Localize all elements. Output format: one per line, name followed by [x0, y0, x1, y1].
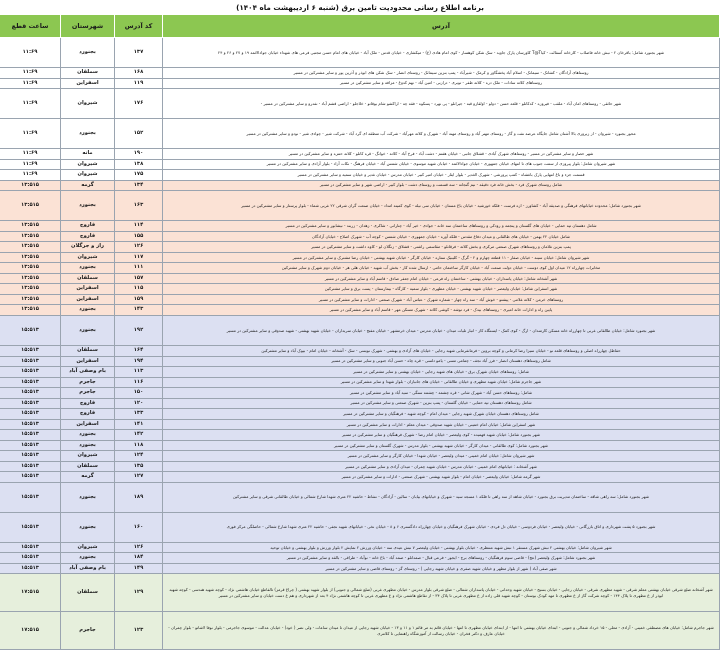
table-row — [0, 419, 720, 430]
table-row — [0, 574, 720, 612]
cell-outage-time: ۱۵:۵۱۳ — [0, 451, 61, 462]
cell-address: شامل دهستان تپه حمایی - خیابان های گلستان و پنجمه و رودکی و روستاهای ساختمان سه خانه - جوادی - خیر آباد - چنارانی - شاکری - زهدان - زربند - نیشابور و سایر مشترکین در مسیر — [163, 221, 720, 232]
cell-address: شامل روستای شهرک فرد - بخش خانه فرد دقیقه - نیم گنجانه - سه قسمت و روستای دشت - بلوار کبیر - اراضی شهر و سایر مشترکین در مسیر — [163, 180, 720, 191]
cell-city: سملقان — [61, 345, 115, 356]
cell-outage-time: ۱۳:۵۱۵ — [0, 305, 61, 316]
cell-outage-time: ۱۵:۵۱۳ — [0, 461, 61, 472]
cell-address-code: ۱۳۵ — [115, 461, 163, 472]
cell-address: شامل خیابان ۲۲ بهمن - خیابان های طالقانی و میدان دفاع مقدس - فلکه آوره - خیابان جمهوری - خیابان شمس - کوچه آب - شهرک اصلاح - خیابان آزادگان — [163, 231, 720, 242]
table-row — [0, 440, 720, 451]
cell-address-code: ۱۶۰ — [115, 512, 163, 542]
table-row — [0, 482, 720, 512]
table-row — [0, 252, 720, 263]
cell-outage-time: ۱۳:۵۱۵ — [0, 263, 61, 274]
cell-address-code: ۱۱۸ — [115, 440, 163, 451]
table-row — [0, 263, 720, 274]
cell-city: فاروج — [61, 398, 115, 409]
cell-outage-time: ۱۱:۶۹ — [0, 149, 61, 160]
table-row — [0, 68, 720, 79]
cell-address: شهر شیروان شامل: خیابان سینه - خیابان صفار - ۱۱ قطعه چهارم و ۲ - گرگ - کلینیک ستاره - خیابان کارگر - خیابان شهید بهشتی - خیابان رضا مشترک و سایر مشترکین در مسیر — [163, 252, 720, 263]
cell-address: شامل: روستاهای خیابان شهرک برق - خیابان های شهید رجایی - خیابان بهشتی و سایر مشترکین در مسیر — [163, 367, 720, 378]
cell-outage-time: ۱۱:۶۹ — [0, 170, 61, 181]
cell-address: شامل روستاهای دهستان تپه حمایی - خیابان گلستان - پمپ بنزین - شهرک صنعتی و سایر مشترکین در مسیر — [163, 398, 720, 409]
cell-address: شامل روستاهای دهستان انصار - فرز آباد نجف - چمامی مسی - یامو دلسی - قره چاه - حسن آباد جنوبی و سایر مشترکین در مسیر — [163, 356, 720, 367]
column-header-address: آدرس — [163, 15, 720, 38]
table-row — [0, 345, 720, 356]
cell-outage-time: ۱۵:۵۱۳ — [0, 430, 61, 441]
table-row — [0, 38, 720, 68]
cell-city: بجنورد — [61, 512, 115, 542]
cell-address: شهر شیروان شامل: خیابان امام خمینی - میدان ولیعصر - خیابان شهدا - خیابان کارگر و سایر مشترکین در مسیر — [163, 451, 720, 462]
cell-address-code: ۱۲۹ — [115, 574, 163, 612]
cell-outage-time: ۱۳:۵۱۵ — [0, 252, 61, 263]
cell-city: بام وصفی آباد — [61, 367, 115, 378]
cell-address: شهر بجنورد شامل: باقرخان ۲ - نبش خانه فاضلاب - کارخانه آسفالت - کیاT@T کاورسان پارک جاوید - سک شکن کوهسار - کوی امام هادی (ع) - میکشاری - خیابان قدس - ملک آباد - خیابان های امام حسن مجتبی فرعی های شهداء خیابان جوادالائمه ۱۹ و ۲۷ و ۲۶ و ۲۴ — [163, 38, 720, 68]
table-row — [0, 89, 720, 119]
cell-city: راز و جرگلان — [61, 242, 115, 253]
cell-address-code: ۱۴۳ — [115, 305, 163, 316]
cell-address-code: ۱۴۹ — [115, 563, 163, 574]
cell-address-code: ۱۱۷ — [115, 252, 163, 263]
page-title: برنامه اطلاع رسانی محدودیت تامین برق (شنبه ۶ اردیبهشت ماه ۱۴۰۴) — [236, 2, 484, 12]
cell-outage-time: ۱۳:۵۱۵ — [0, 294, 61, 305]
cell-city: شیروان — [61, 159, 115, 170]
table-row — [0, 563, 720, 574]
table-row — [0, 149, 720, 160]
cell-city: فاروج — [61, 409, 115, 420]
cell-address-code: ۱۲۴ — [115, 451, 163, 462]
cell-outage-time: ۱۷:۵۱۵ — [0, 574, 61, 612]
cell-outage-time: ۱۱:۶۹ — [0, 119, 61, 149]
cell-address-code: ۱۶۳ — [115, 191, 163, 221]
cell-city: بام وصفی آباد — [61, 563, 115, 574]
cell-address-code: ۱۱۱ — [115, 263, 163, 274]
cell-address: روستاهای آزادگان - کشانک - سیمانک - اسلام آباد پخشگاور و کرمک - شیرآباد - پمپ بنزین سیمانک - روستای انصار - سک شکن های ابوذر و آذرین پور و سایر مشترکین در مسیر — [163, 68, 720, 79]
cell-address-code: ۱۴۲ — [115, 430, 163, 441]
cell-address: شهر گرمه شامل: خیابان ولیعصر - خیابان امام - بلوار شهید بهشتی - شهرک صنعتی - ادارات و سایر مشترکین در مسیر — [163, 472, 720, 483]
cell-address: شهر بجنورد شامل: شهرک ولیعصر (عج) - قاضی سوم فرهنگیان - روستاهای برج - ایجور - فرعی قبال - صمدانلو - صمد آباد - باغ خانه - نوآباد - طراقی - بالقه و سایر مشترکین در مسیر — [163, 553, 720, 564]
cell-outage-time: ۱۵:۵۱۳ — [0, 388, 61, 399]
cell-outage-time: ۱۱:۶۹ — [0, 78, 61, 89]
cell-outage-time: ۱۷:۵۱۵ — [0, 612, 61, 650]
cell-address: شهر صفی آباد ( شهر از بلوار مطهر و خیابان شهید صفری و خیابان شهید رجایی ) - روستای گز - روستای قاضی و سایر مشترکین در مسیر — [163, 563, 720, 574]
cell-city: اسفراین — [61, 419, 115, 430]
table-header — [0, 15, 720, 38]
cell-address-code: ۱۵۲ — [115, 119, 163, 149]
cell-outage-time: ۱۵:۵۱۳ — [0, 563, 61, 574]
cell-outage-time: ۱۳:۵۱۵ — [0, 284, 61, 295]
cell-city: بجنورد — [61, 263, 115, 274]
cell-outage-time: ۱۵:۵۱۳ — [0, 398, 61, 409]
cell-outage-time: ۱۵:۵۱۳ — [0, 419, 61, 430]
cell-address-code: ۱۳۸ — [115, 159, 163, 170]
cell-city: جاجرم — [61, 612, 115, 650]
cell-city: شیروان — [61, 542, 115, 553]
column-header-outage-time: ساعت قطع — [0, 15, 61, 38]
cell-city: جاجرم — [61, 377, 115, 388]
cell-city: بجنورد — [61, 38, 115, 68]
cell-address: شهر بجنورد شامل: خیابان طالقانی غربی تا چهارراه خانه مسکن کارمندان - ارگ - کوی کمک - ایستگاه کاز - انبار تلیات میدان - خیابان مدرس - میدان خرمشهر - خیابان مفتح - خیابان سربداران - خیابان شهید بهشتی - شهید صدوقی و سایر مشترکین در مسیر — [163, 315, 720, 345]
cell-address: شهر شیروان شامل: بلوار پیروزی از سمت جنوب های تا انتهای خیابان جمهوری - خیابان جوادالائمه - خیابان شهید موسوی - خیابان شمس آباد - خیابان فرهنگ - نکات آزاد - بلوار آزادی و سایر مشترکین در مسیر — [163, 159, 720, 170]
cell-address: شهر اسفراین شامل: خیابان امام خمینی - خیابان شهید صدوقی - میدان معلم - ادارات و سایر مشترکین در مسیر — [163, 419, 720, 430]
cell-address-code: ۱۹۲ — [115, 315, 163, 345]
outage-schedule-table — [0, 14, 720, 650]
cell-address: روستاهای کلاته سادات - ملک دره - کلاته ظفر - توبری - درازبی - امین آباد - نهم کدوغ - مزافه و سایر مشترکین در مسیر — [163, 78, 720, 89]
cell-address: شامل روستاهای دهستان خیابان شهرک شهید رجایی - میدان امام - کوچه شهید - فرهنگیان و سایر مشترکین در مسیر — [163, 409, 720, 420]
table-row — [0, 430, 720, 441]
cell-address: پمپ بنزین غلامان و روستاهای شهرک صنعتی مرکزی و بخش کلاته - فرقانلو - مقاسمی راشتی - قشلاق - زنگلان لو - کاوه داشت و سایر مشترکین در مسیر — [163, 242, 720, 253]
cell-city: جاجرم — [61, 388, 115, 399]
cell-outage-time: ۱۵:۵۱۳ — [0, 367, 61, 378]
cell-city: بجنورد — [61, 553, 115, 564]
cell-address-code: ۱۲۰ — [115, 398, 163, 409]
cell-address: شهر بجنورد شامل: سه راهی شاقه - ساختمان مدیریت برق بجنورد - خیابان شاهد از سه راهی تا فلکه ۱ مسجد سید - شهرک و خیابانهای بیابان - سالین - آزادگان - نشاط - حاشیه ۲۲ متری شهدا شارع شمالی و خیابان طالقانی شرقی و سایر مشترکین — [163, 482, 720, 512]
table-row — [0, 221, 720, 232]
table-row — [0, 367, 720, 378]
table-row — [0, 273, 720, 284]
cell-city: فاروج — [61, 221, 115, 232]
cell-address-code: ۱۵۵ — [115, 231, 163, 242]
cell-outage-time: ۱۳:۵۱۵ — [0, 191, 61, 221]
table-row — [0, 170, 720, 181]
cell-address: شهر بجنورد شامل: کوی طالقانی - میدان کارگر - خیابان شهید بهشتی - بلوار مدرس - شهرک گلستان و سایر مشترکین در مسیر — [163, 440, 720, 451]
cell-outage-time: ۱۵:۵۱۳ — [0, 356, 61, 367]
cell-outage-time: ۱۳:۵۱۵ — [0, 273, 61, 284]
cell-address: مخابرات چهارراه ۱۲ میدان اول کوی دوست - خیابان دولت صنعت آباد - خیابان کارگر ساختمان حامی - ارسال شده کار - بخش آب شهید - خیابان هلی هر - خیابان دوم شهرک و سایر مشترکین — [163, 263, 720, 274]
column-header-city: شهرستان — [61, 15, 115, 38]
cell-address: روستاهای خرمن - کلاته غلامی - پیشتو - خوش آباد - سه راه چهار - شماره شهرک - عباس آباد - شهرک صنعتی - ادارات و سایر مشترکین در مسیر — [163, 294, 720, 305]
cell-city: سملقان — [61, 574, 115, 612]
cell-city: اسفراین — [61, 78, 115, 89]
cell-outage-time: ۱۱:۶۹ — [0, 159, 61, 170]
cell-address-code: ۱۷۵ — [115, 170, 163, 181]
table-row — [0, 305, 720, 316]
cell-address: شهر بجنورد شامل: محدوده خیابانهای فرهنگی و صدیقه آباد - کشاورز - ازه فرست - فلکه خورشید - خیابان باغ مستان - خیابان سی نیله - کوی کمیته امداد - خیابان صنعت گران شرقی ۲۲ غربی شماء - بلوار پرستار و سایر مشترکین در مسیر — [163, 191, 720, 221]
table-row — [0, 315, 720, 345]
table-row — [0, 191, 720, 221]
cell-city: سملقان — [61, 273, 115, 284]
cell-address: قسمت جزء و باغ انتهایی پارک باغشاه - کمپ پرورشی - شهرک الغدیر - بلوار ایثار - خیابان امیر کبیر - خیابان مدرس - خیابان غدیر و خیابان سمیه و سایر مشترکین در مسیر — [163, 170, 720, 181]
table-row — [0, 294, 720, 305]
document-title-bar — [0, 0, 720, 14]
cell-address-code: ۱۹۴ — [115, 356, 163, 367]
table-row — [0, 409, 720, 420]
cell-address-code: ۱۳۷ — [115, 38, 163, 68]
cell-outage-time: ۱۵:۵۱۳ — [0, 315, 61, 345]
cell-outage-time: ۱۵:۵۱۳ — [0, 512, 61, 542]
cell-address: شهر بجنورد شامل: خیابان شهید فهمیده - کوی ولیعصر - خیابان امام رضا - شهرک فرهنگیان و سایر مشترکین در مسیر — [163, 430, 720, 441]
cell-city: گرمه — [61, 472, 115, 483]
cell-address: شهر آشخانه : خیابانهای امام خمینی - خیابان مدرس - خیابان شهید چمران - میدان آزادی و سایر مشترکین در مسیر — [163, 461, 720, 472]
cell-city: شیروان — [61, 89, 115, 119]
cell-city: گرمه — [61, 180, 115, 191]
table-row — [0, 512, 720, 542]
cell-city: بجنورد — [61, 440, 115, 451]
table-row — [0, 242, 720, 253]
cell-address-code: ۱۲۳ — [115, 612, 163, 650]
table-body — [0, 38, 720, 650]
cell-city: شیروان — [61, 451, 115, 462]
cell-address-code: ۱۸۹ — [115, 482, 163, 512]
cell-outage-time: ۱۵:۵۱۳ — [0, 482, 61, 512]
cell-address-code: ۱۴۱ — [115, 419, 163, 430]
cell-address-code: ۱۱۳ — [115, 367, 163, 378]
cell-city: سملقان — [61, 461, 115, 472]
table-row — [0, 451, 720, 462]
cell-city: بجنورد — [61, 191, 115, 221]
cell-address-code: ۱۷۶ — [115, 89, 163, 119]
cell-address: شهر حصار و سایر مشترکین در مسیر - روستاهای شهرک آبادی - قشلاق جانبی - خیابان هفتم - دشت آباد - فرخ آباد - کلاته - خوانگ - قره کانلو - کلاته حمزه و سایر مشترکین در مسیر — [163, 149, 720, 160]
table-row — [0, 159, 720, 170]
table-row — [0, 284, 720, 295]
cell-outage-time: ۱۳:۵۱۵ — [0, 242, 61, 253]
cell-address: شهر بجنورد ۵ پشت شهرداری و اتاق بازرگانی - خیابان ولیعصر - خیابان فردوسی - خیابان دل فردی - خیابان شهرک فرهنگیان و خیابان چهارراه دادگستری ۶ و ۸ - خیابان نخی - خیابانهای شهید نجفی - حاشیه ۲۲ متری شهدا شارع شمالی - حاصلگی مرکز فوری — [163, 512, 720, 542]
cell-city: شیروان — [61, 252, 115, 263]
cell-address-code: ۱۱۴ — [115, 221, 163, 232]
cell-city: شیروان — [61, 170, 115, 181]
cell-city: اسفراین — [61, 294, 115, 305]
cell-address-code: ۱۶۴ — [115, 345, 163, 356]
cell-address: حفاظل چهارراه اصلی و روستاهای قلعه نو - خیابان سیزا رضا کرمانی و کوچه بروین - فرمانفرمایی شهید رجایی - خیابان های آزادی و بهشتی - شهرک نویسی - سک - آشخانه - خیابان امام - بیوک آباد و سایر مشترکین — [163, 345, 720, 356]
cell-city: بجنورد — [61, 430, 115, 441]
cell-outage-time: ۱۵:۵۱۳ — [0, 553, 61, 564]
table-row — [0, 553, 720, 564]
cell-outage-time: ۱۳:۵۱۵ — [0, 180, 61, 191]
cell-address-code: ۱۱۶ — [115, 377, 163, 388]
cell-address: شهر جاجرم شامل: خیابان شهید مطهری و خیابان طالقانی - خیابان های جانبازان - بلوار شهدا و سایر مشترکین در مسیر — [163, 377, 720, 388]
cell-address-code: ۱۱۹ — [115, 78, 163, 89]
table-row — [0, 398, 720, 409]
cell-outage-time: ۱۵:۵۱۳ — [0, 409, 61, 420]
table-row — [0, 542, 720, 553]
cell-city: اسفراین — [61, 356, 115, 367]
cell-address: شهر شیروان شامل: خیابان بهشتی ۲ نبش شهرک مستقر ۱ نبش شهید منتظری - خیابان بلوار بهشتی - خیابان ولیعصر ۷ نبش عیدی سه - خیابان ورزش ۲ نمایش ۲ بلوار ورزش و بلوار بهشتی و خیابان توحید — [163, 542, 720, 553]
cell-city: بجنورد — [61, 482, 115, 512]
cell-address-code: ۱۳۳ — [115, 409, 163, 420]
cell-outage-time: ۱۱:۶۹ — [0, 68, 61, 79]
table-row — [0, 612, 720, 650]
cell-address: شامل: روستاهای حسن آباد - شهرک شانی - قره چشمه - چشمه سنگی - سید آباد و سایر مشترکین در مسیر — [163, 388, 720, 399]
cell-address-code: ۱۲۶ — [115, 242, 163, 253]
cell-outage-time: ۱۵:۵۱۳ — [0, 440, 61, 451]
cell-city: بجنورد — [61, 119, 115, 149]
cell-address-code: ۱۵۷ — [115, 273, 163, 284]
cell-address: شهر آشخانه ضلع شرقی خیابان بهشتی معلم شرقی - شهید مطهری شرقی - خیابان رجایی - خیابان بسیج - خیابان شهید وحدانی - خیابان پاسداران شمالی - ضلع شرقی بلوار مدرس - خیابان مطهری غربی (ضلع شمالی و جنوبی) از بلوار شهید بهشتی ( چراغ قرمز) تالفاطع خیابان هاشمی نژاد - کوچه شهید هندسی - کوچه شهید ابوذر از ع مطهری تا پلاک ۱۴۴ - کوچه شرکت گاز از ع مطهری تا مهد کودک بوستان - کوچه شهید قلی زاده از ع مطهری غربی تا پلاک ۳۴ - از تقاطع هاشمی نژاد و ع مطهری غربی تا کوچه هاشمی نژاد ۴ بعد از شهرداری و هم ع دست خیابان و سایر مشترکین در مسیر — [163, 574, 720, 612]
cell-city: اسفراین — [61, 284, 115, 295]
cell-outage-time: ۱۳:۵۱۵ — [0, 231, 61, 242]
cell-city: فاروج — [61, 231, 115, 242]
cell-city: مانه — [61, 149, 115, 160]
cell-address-code: ۱۹۰ — [115, 149, 163, 160]
cell-city: سملقان — [61, 68, 115, 79]
table-row — [0, 461, 720, 472]
table-header-row — [0, 15, 720, 38]
cell-outage-time: ۱۵:۵۱۳ — [0, 377, 61, 388]
table-row — [0, 180, 720, 191]
cell-address: شهر آشخانه شامل: خیابان پاسداران - خیابان بهشتی - ساختمان راه فرعی - خیابان امام جعفر صادق - قاسم آباد و سایر مشترکین در مسیر — [163, 273, 720, 284]
cell-address-code: ۱۵۰ — [115, 388, 163, 399]
cell-address: شهر اسفراین شامل: خیابان ولیعصر - خیابان شهید بهشتی - خیابان مطهری - بلوار سمیه - کارگاه - بیمارستان - پست برق و سایر مشترکین — [163, 284, 720, 295]
cell-address-code: ۱۲۷ — [115, 472, 163, 483]
cell-address: شهر حائقی - روستاهای امان آباد - ملقب - فیروزه - کدکانلو - قلعه حسن - دولو - اولقازو قبه - جیرانلو - پی نهرد - پسکوه - فقه چه - اراکشو شام بوقاتو - خلاجلو - اراضی قشم آباد - نفدرو و سایر مشترکین در مسیر - — [163, 89, 720, 119]
table-row — [0, 377, 720, 388]
cell-city: بجنورد — [61, 305, 115, 316]
cell-address-code: ۱۶۸ — [115, 68, 163, 79]
column-header-address-code: کد آدرس — [115, 15, 163, 38]
cell-outage-time: ۱۵:۵۱۳ — [0, 542, 61, 553]
cell-address-code: ۱۳۴ — [115, 180, 163, 191]
cell-city: بجنورد — [61, 315, 115, 345]
cell-address: پایین راه و ادارات خانه امیری - روستاهای بیدک - فرد توشه - کوشی کلاته - شهرک مسکن مهر - قاسم آباد و سایر مشترکین در مسیر — [163, 305, 720, 316]
cell-address-code: ۱۵۹ — [115, 294, 163, 305]
table-row — [0, 356, 720, 367]
cell-outage-time: ۱۱:۶۹ — [0, 89, 61, 119]
cell-address-code: ۱۸۴ — [115, 553, 163, 564]
cell-outage-time: ۱۵:۵۱۳ — [0, 345, 61, 356]
cell-address-code: ۱۲۶ — [115, 542, 163, 553]
cell-address: شهر جاجرم شامل: خیابان های مصطفی خمینی - آزادی - معلی - ۱۵ خرداد شمالی و جنوبی - ابتدای خیابان بهشتی تا انتها - از ابتدای خیابان مطهری تا انتها - خیابان قائم به مر قائم ۱ و ۱۱ و ۱۳ - خیابان شهید رجایی از میدان تا میدان ساعات - ولی نصر ( خود) - خیابان عدالت - موسوی جاجرمی - بلوار نوفا لاشاتو - بلوار چمران - خیابان عارف و دکتر فخران - خیابان رسالت از آموزشگاه راهنمایی تا کلانتری — [163, 612, 720, 650]
cell-address-code: ۱۱۵ — [115, 284, 163, 295]
table-row — [0, 119, 720, 149]
table-row — [0, 472, 720, 483]
table-row — [0, 78, 720, 89]
cell-address: محور بجنورد - شیروان - از زیروری بالا آشنان شامل جایگاه عرضه نفت و گاز - روستای مهتر آباد و روستای مهنه آباد - شهرک و کلاته مهرآباد - شرکت آب منطقه ای گرد آباد - شرکت شیر - چوادی شیر - نودو و سایر مشترکین در مسیر — [163, 119, 720, 149]
cell-outage-time: ۱۱:۶۹ — [0, 38, 61, 68]
cell-outage-time: ۱۳:۵۱۵ — [0, 221, 61, 232]
cell-outage-time: ۱۵:۵۱۳ — [0, 472, 61, 483]
table-row — [0, 388, 720, 399]
table-row — [0, 231, 720, 242]
